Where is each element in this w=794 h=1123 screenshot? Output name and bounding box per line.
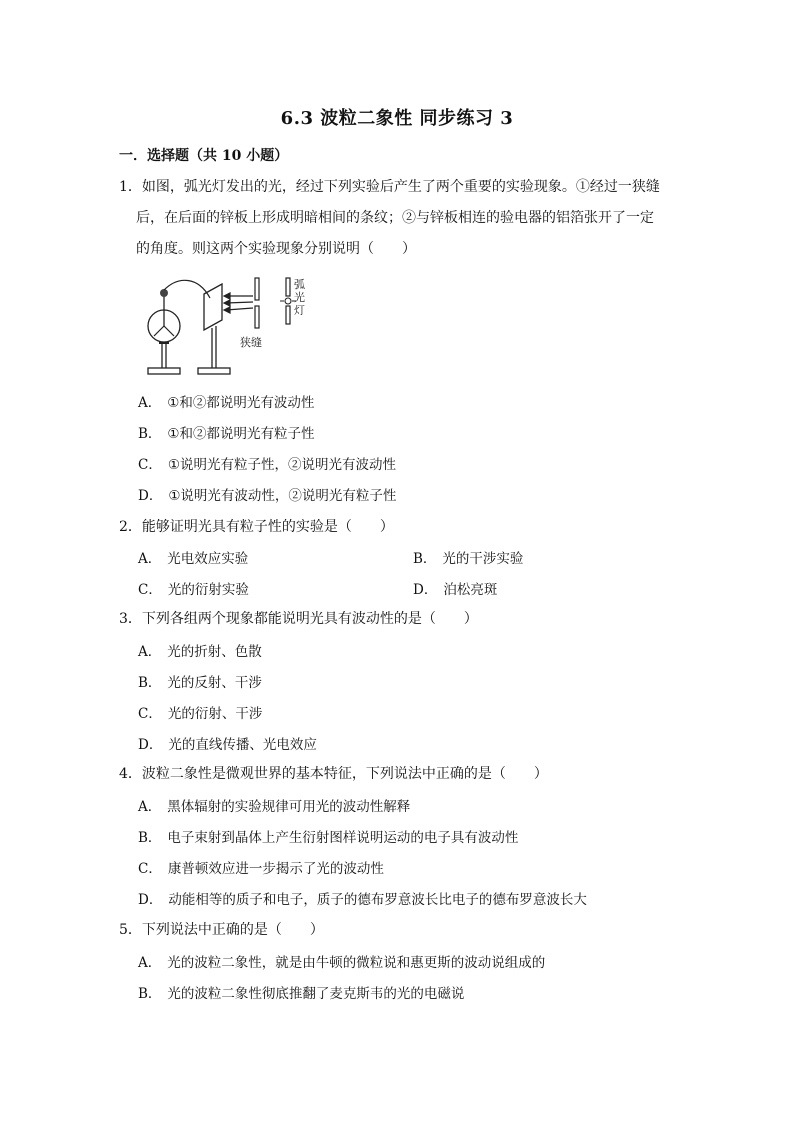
question-number: 3．: [119, 611, 142, 627]
question-3: [119, 604, 679, 635]
lamp-label-1: 弧: [294, 278, 305, 291]
option-letter: A．: [138, 395, 162, 411]
option-letter: A．: [138, 551, 162, 567]
option-text: ①和②都说明光有波动性: [167, 395, 315, 411]
option-text: 黑体辐射的实验规律可用光的波动性解释: [167, 799, 411, 815]
option-text: ①说明光有粒子性，②说明光有波动性: [167, 457, 396, 473]
option-c: [138, 859, 384, 879]
option-b: [138, 828, 518, 848]
option-letter: A．: [138, 644, 162, 660]
option-b: [138, 673, 262, 693]
question-text: 下列各组两个现象都能说明光具有波动性的是（ ）: [141, 611, 478, 627]
question-5: [119, 915, 679, 946]
option-letter: B．: [138, 675, 162, 691]
option-d: [138, 890, 587, 910]
option-a: [138, 953, 545, 973]
option-text: ①和②都说明光有粒子性: [167, 426, 315, 442]
lamp-label-3: 灯: [294, 304, 305, 317]
option-c: [138, 580, 249, 600]
option-text: 光的波粒二象性，就是由牛顿的微粒说和惠更斯的波动说组成的: [167, 955, 546, 971]
option-letter: A．: [138, 799, 162, 815]
option-text: 光的衍射实验: [167, 582, 249, 598]
option-d: [138, 486, 396, 506]
question-text: 波粒二象性是微观世界的基本特征，下列说法中正确的是（ ）: [141, 766, 548, 782]
option-text: 光电效应实验: [167, 551, 249, 567]
question-number: 5．: [119, 922, 142, 938]
option-b: [138, 984, 464, 1004]
option-letter: C．: [138, 582, 162, 598]
option-letter: B．: [138, 986, 162, 1002]
electroscope-icon: [148, 289, 180, 374]
option-letter: B．: [413, 551, 437, 567]
question-text-line-2: 后，在后面的锌板上形成明暗相间的条纹；②与锌板相连的验电器的铝箔张开了一定: [136, 210, 654, 226]
section-heading: 一．选择题（共 10 小题）: [119, 148, 289, 164]
option-text: 康普顿效应进一步揭示了光的波动性: [167, 861, 384, 877]
option-text: 光的干涉实验: [442, 551, 524, 567]
question-number: 4．: [119, 766, 142, 782]
question-1: [119, 172, 679, 265]
question-2: [119, 512, 679, 543]
option-d: [413, 580, 497, 600]
option-text: 电子束射到晶体上产生衍射图样说明运动的电子具有波动性: [167, 830, 519, 846]
question-text-line-3: 的角度。则这两个实验现象分别说明（ ）: [136, 241, 416, 257]
option-a: [138, 642, 262, 662]
option-d: [138, 735, 317, 755]
experiment-figure: [138, 272, 328, 382]
option-letter: A．: [138, 955, 162, 971]
wire-line: [164, 280, 210, 298]
option-text: 动能相等的质子和电子，质子的德布罗意波长比电子的德布罗意波长大: [168, 892, 587, 908]
option-text: 光的反射、干涉: [167, 675, 262, 691]
option-a: [138, 393, 314, 413]
option-text: 光的波粒二象性彻底推翻了麦克斯韦的光的电磁说: [167, 986, 465, 1002]
page-title: 6.3 波粒二象性 同步练习 3: [280, 108, 514, 129]
option-c: [138, 455, 396, 475]
option-letter: C．: [138, 457, 162, 473]
option-b: [413, 549, 523, 569]
option-text: ①说明光有波动性，②说明光有粒子性: [168, 488, 397, 504]
option-c: [138, 704, 262, 724]
option-b: [138, 424, 315, 444]
question-number: 2．: [119, 519, 142, 535]
option-letter: D．: [138, 892, 163, 908]
option-letter: D．: [138, 737, 163, 753]
slit-label: 狭缝: [240, 336, 262, 349]
option-letter: D．: [413, 582, 438, 598]
question-4: [119, 759, 679, 790]
question-number: 1．: [119, 179, 142, 195]
zinc-plate-icon: [198, 284, 230, 374]
option-a: [138, 549, 248, 569]
option-letter: D．: [138, 488, 163, 504]
option-text: 光的衍射、干涉: [167, 706, 263, 722]
lamp-label-2: 光: [294, 291, 305, 304]
light-rays-icon: [224, 293, 253, 313]
option-text: 光的直线传播、光电效应: [168, 737, 317, 753]
option-letter: C．: [138, 861, 162, 877]
question-text: 下列说法中正确的是（ ）: [141, 922, 324, 938]
option-letter: B．: [138, 830, 162, 846]
option-text: 光的折射、色散: [167, 644, 262, 660]
question-text: 能够证明光具有粒子性的实验是（ ）: [141, 519, 394, 535]
slit-icon: [255, 278, 259, 328]
question-text-line-1: 如图，弧光灯发出的光，经过下列实验后产生了两个重要的实验现象。①经过一狭缝: [141, 179, 660, 195]
option-letter: C．: [138, 706, 162, 722]
option-text: 泊松亮斑: [443, 582, 498, 598]
option-letter: B．: [138, 426, 162, 442]
option-a: [138, 797, 410, 817]
